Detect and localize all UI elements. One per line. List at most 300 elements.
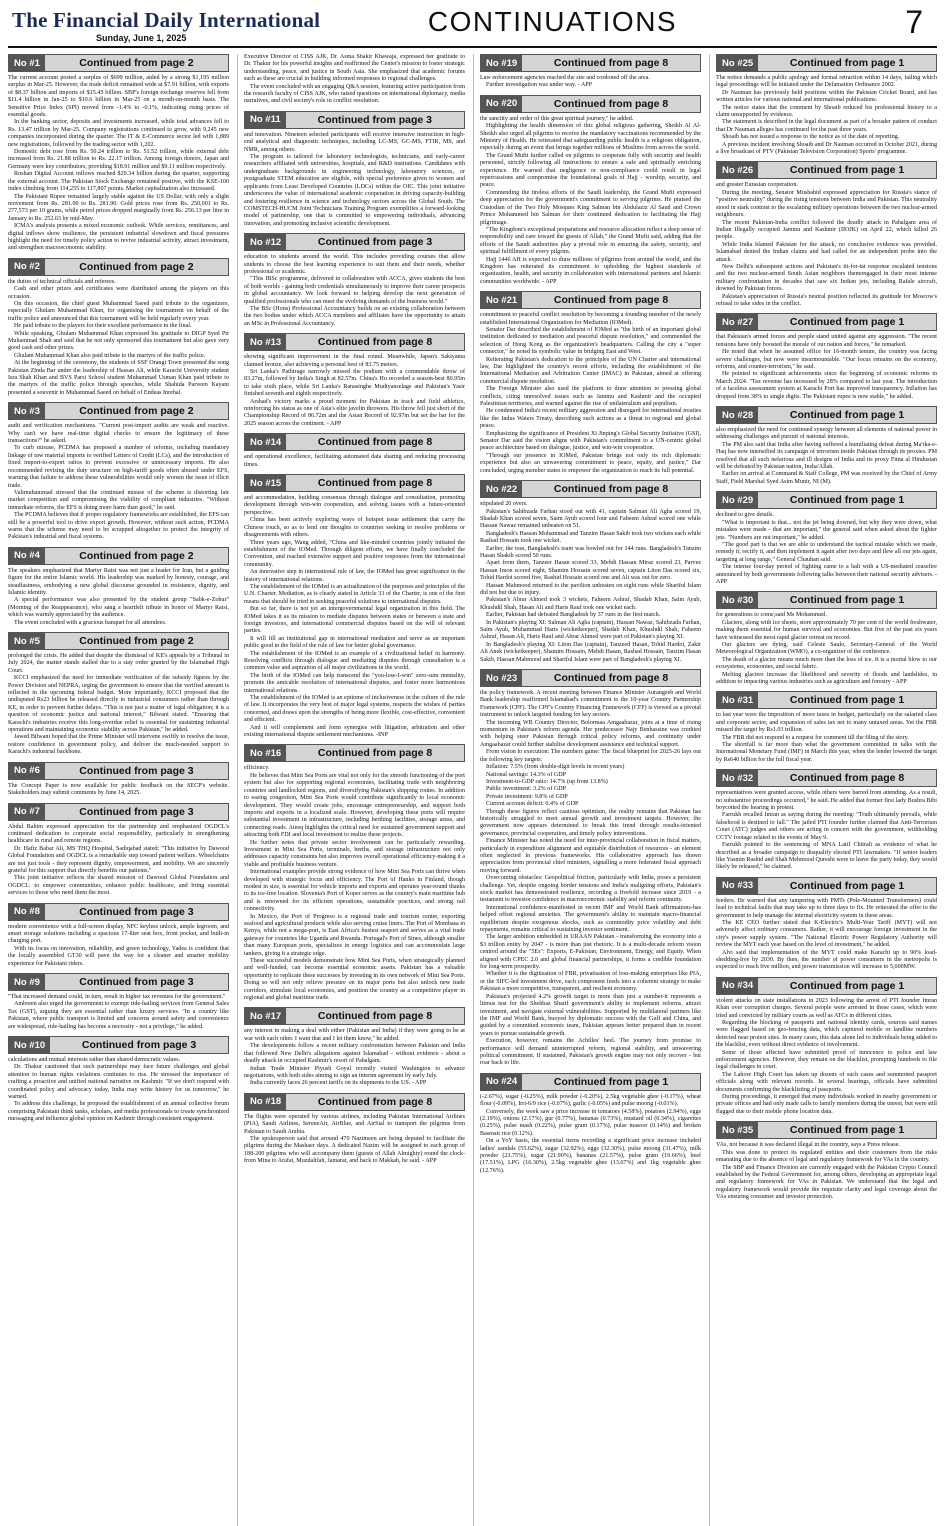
article-paragraph: The statement is described in the legal document as part of a broader pattern of conduct that Dr Nauman alleges has continued for the past three years. (716, 119, 937, 133)
article (480, 291, 701, 475)
article-number: No #28 (717, 407, 758, 423)
article-number: No #8 (9, 904, 45, 920)
article-header (8, 1036, 229, 1054)
article-paragraph: Pakistan's Sahibzada Farhan stood out with 41, captain Salman Ali Agha scored 19, Shadab Khan scored seven, Saim Ayub scored four and Faheem Ashraf scored one while Hassan Nawaz remained unbeaten on 51. (480, 508, 701, 530)
article-paragraph: showing significant improvement in the final round. Meanwhile, Japan's Sakiyama claimed bronze, also achieving a personal best of 83.75 meters. (244, 354, 465, 368)
article-paragraph: The flights were operated by various airlines, including Pakistan International Airlines (PIA), Saudi Airlines, SereneAir, AirBlue, and AirSial to transport the pilgrims from Pakistan to Saudi Arabia. (244, 1113, 465, 1135)
continued-from-label: Continued from page 2 (45, 55, 228, 71)
article-paragraph: Executive Director of CISS AJK, Dr. Asma Shakir Khawaja, expressed her gratitude to Dr. Thakur for his powerful insights and reaffirmed the Center's mission to foster strategic understanding, peace, and justice in South Asia. She emphasized that academic forums such as these are crucial in building informed responses to regional challenges. (244, 54, 465, 83)
article-paragraph: And it will complement and form synergies with litigation, arbitration and other existing international dispute settlement mechanisms. -INP (244, 724, 465, 739)
article-paragraph: Whether it is the digitisation of FBR, privatisation of loss-making enterprises like PIA, or the SIFC-led investment drive, each component feeds into a coherent strategy to make Pakistan a more competitive, transparent, and resilient economy. (480, 971, 701, 993)
continued-from-label: Continued from page 1 (758, 492, 936, 508)
continued-from-label: Continued from page 1 (758, 407, 936, 423)
article-paragraph: representatives were granted access, while others were barred from attending. As a result, no substantive proceedings occurred," he said. He added that former first lady Bushra Bibi boycotted the hearing in protest. (716, 790, 937, 812)
article-paragraph: Ghulam Muhammad Khan also paid tribute to the martyrs of the traffic police. (14, 352, 206, 359)
continued-from-label: Continued from page 2 (45, 403, 228, 419)
article-number: No #4 (9, 548, 45, 564)
article-paragraph: Private investment: 9.8% of GDP (486, 793, 568, 800)
continued-from-label: Continued from page 3 (45, 904, 228, 920)
article-paragraph: any interest in making a deal with either (Pakistan and India) if they were going to be at war with each other. I want that and I let them know," he added. (244, 1028, 465, 1042)
article-paragraph: to last year were the imposition of more taxes in budget, particularly on the salaried class and corporate sector, and expansion of sales tax net to many untaxed areas. Yet the FBR missed the target by Rs1.03 trillion. (716, 712, 937, 734)
article-paragraph: During the meeting, Senator Mushahid expressed appreciation for Russia's stance of "positive neutrality" during the rising tensions between India and Pakistan. This neutrality stood in stark contrast to the escalating military operations between the two nuclear-armed neighbours. (716, 189, 937, 219)
article-paragraph: Apart from them, Tanzeer Hasan scored 33, Mehdi Hassan Miraz scored 23, Parvez Hassan Imon scored eight, Shamim Hossain scored seven, captain Liton Das scored six, Tohid Hardoi scored five, Rashid Hossain scored one and Ali was out for zero. (480, 560, 701, 582)
article-paragraph: The FBR did not respond to a request for comment till the filing of the story. (722, 734, 909, 741)
issue-date: Sunday, June 1, 2025 (96, 33, 187, 43)
article-paragraph: The KE CEO further stated that K-Electric's Multi-Year Tariff (MYT) will not adversely affect ordinary consumers. Rather, it will encourage foreign investment in the city's power supply system. "The National Electric Power Regulatory Authority will review the MYT each year based on the level of investment," he added. (716, 919, 937, 949)
article-number: No #6 (9, 763, 45, 779)
article-paragraph: Hassan Mahmood returned to the pavilion unbeaten on eight runs while Shariful Islam did not but due to injury. (480, 582, 701, 596)
article-paragraph: The incoming WB Country Director, Bolormaa Amgaabazar, joins at a time of rising momentum in Pakistan's reform agenda. Her predecessor Najy Benhassine was credited with helping steer Pakistan through critical policy reforms, and continuity under Amgaabazar could further stabilise development assistance and technical support. (480, 719, 701, 748)
continued-from-label: Continued from page 1 (758, 592, 936, 608)
article-paragraph: "The good part is that we are able to understand the tactical mistake which we made, remedy it, rectify it, and then implement it again after two days and flew all our jets again, targeting at long range," General Chauhan said. (716, 541, 937, 563)
continued-from-label: Continued from page 8 (522, 292, 700, 308)
article-paragraph: VAs, not because it was declared illegal in the country, says a Press release. (716, 1142, 900, 1149)
article-number: No #20 (481, 96, 522, 112)
continued-from-label: Continued from page 8 (522, 481, 700, 497)
article (716, 591, 937, 686)
article-paragraph: Hajj 1446 AH is expected to draw millions of pilgrims from around the world, and the Kingdom has reiterated its commitment to upholding the highest standards of organization, health, and security in collaboration with international partners and Islamic communities worldwide. - APP (480, 256, 701, 285)
article-paragraph: and accommodation, building consensus through dialogue and consultation, promoting development through win-win cooperation, and solving issues with a future-oriented perspective. (244, 495, 465, 516)
article (8, 803, 229, 898)
article-paragraph: The Concept Paper is now available for public feedback on the SECP's website. Stakeholders may submit comments by June 14, 2025. (8, 782, 229, 797)
column-2 (237, 54, 465, 1526)
article (8, 632, 229, 757)
article (716, 313, 937, 401)
article-paragraph: Senator Dar described the establishment of IOMed as "the birth of an important global institution dedicated to mediation and peaceful dispute resolution," and commended the selection of Hong Kong as the organization's headquarters. Calling the city a "super connector," he noted its symbolic value in bridging East and West. (480, 326, 701, 356)
article-paragraph: National savings: 14.3% of GDP (486, 771, 567, 778)
article-paragraph: declined to give details. (716, 512, 774, 519)
article (480, 54, 701, 90)
article-paragraph: The notice demands a public apology and formal retraction within 14 days, failing which legal proceedings will be initiated under the Defamation Ordinance 2002. (716, 75, 937, 89)
column-3 (473, 54, 701, 1526)
article-paragraph: Melting glaciers increase the likelihood and severity of floods and landslides, in addition to impacting various industries such as agriculture and forestry - APP (716, 671, 937, 685)
continued-from-label: Continued from page 3 (286, 234, 464, 250)
continued-from-label: Continued from page 1 (758, 314, 936, 330)
article-number: No #10 (9, 1037, 50, 1053)
article-paragraph: Domestic debt rose from Rs. 50.24 trillion to Rs. 51.52 trillion, while external debt increased from Rs. 21.88 trillion to Rs. 22.17 trillion. Among foreign donors, Japan and Germany were key contributors, providing $18.91 million and $9.11 million respectively. (8, 149, 229, 170)
article-header (244, 111, 465, 129)
article-paragraph: The speakers emphasized that Martyr Raisi was not just a leader for Iran, but a guiding figure for the entire Islamic world. His leadership was marked by honesty, courage, and steadfastness, embodying a new global discourse grounded in resistance, dignity, and Islamic identity. (8, 567, 229, 596)
article-paragraph: (-2.67%), sugar (-0.25%), milk powder (-0.20%), 2.5kg vegetable ghee (-0.17%), wheat flour (-0.09%), Irri-6/9 rice (-0.07%), garlic (-0.05%) and pulse moong (-0.01%). (480, 1093, 701, 1108)
article-number: No #1 (9, 55, 45, 71)
article-paragraph: Pakistan's Abrar Ahmed took 3 wickets, Faheem Ashraf, Shadab Khan, Saim Ayub, Khushdil Shah, Hasan Ali and Haris Rauf took one wicket each. (480, 597, 701, 611)
article (480, 95, 701, 286)
continued-from-label: Continued from page 8 (522, 55, 700, 71)
article-header (8, 402, 229, 420)
article-paragraph: In Pakistan's playing XI: Salman Ali Agha (captain), Hassan Nawaz, Sahibzada Farhan, Saim Ayub, Muhammad Haris (wicketkeeper), Shadab Khan, Khushdil Shah, Faheem Ashraf, Hasan Ali, Haris Rauf and Abrar Ahmed were part of Pakistan's playing XI. (480, 619, 701, 641)
article (8, 762, 229, 798)
masthead (8, 6, 937, 48)
article-paragraph: He believes that Mini Sea Ports are vital not only for the smooth functioning of the port system but also for supporting regional economies, facilitating trade with neighboring countries and landlocked regions, and diversifying Pakistan's shipping routes. In addition to easing congestion, Mini Sea Ports would contribute significantly to local economic development. They would create jobs, encourage entrepreneurship, and support both imports and exports in a localized scale. However, developing these ports will require substantial investment in infrastructure, including berthing facilities, storage areas, and connecting roads. Ateeq highlights the critical need for sustained government support and attracting both FDI and local investment to realize these projects. (244, 772, 465, 839)
article-paragraph: "That increased demand could, in turn, result in higher tax revenues for the government." (8, 994, 226, 1000)
article-paragraph: Arshad's victory marks a proud moment for Pakistan in track and field athletics, reinforcing his status as one of Asia's elite javelin throwers. His throw fell just short of the Championship Record of 86.72m and the Asian Record of 92.97m but set the bar for the 2025 season across the continent. - APP (244, 398, 465, 427)
article-paragraph: The shortfall is far more than what the government committed in talks with the International Monetary Fund (IMF) in March this year, when the lender lowered the target by Rs640 billion for the full fiscal year. (716, 742, 937, 763)
article-paragraph: To curb misuse, PCDMA has proposed a number of reforms, including mandatory linkage of raw material imports to verified Letters of Credit (LCs), and the introduction of fixed import-to-export ratios to prevent excessive or unnecessary imports. He also recommended revising the duty structure on high-tariff goods often abused under EFS, warning that failure to address these vulnerabilities would only worsen the issue of illicit trade. (8, 445, 229, 489)
article (716, 877, 937, 972)
article-paragraph: The event concluded with an engaging Q&A session, featuring active participation from the research faculty of CISS AJK, who raised questions on international diplomacy, media narratives, and civil society's role in conflict resolution. (244, 83, 465, 105)
article-paragraph: Glaciers, along with ice sheets, store approximately 70 per cent of the world freshwater, making them essential for human survival and economies. But five of the past six years have witnessed the most rapid glacier retreat on record. (716, 619, 937, 641)
article-number: No #34 (717, 978, 758, 994)
article (8, 1036, 229, 1124)
article-paragraph: Conversely, the week saw a price increase in tomatoes (4.58%), potatoes (2.94%), eggs (2.19%), onions (2.17%), gur (0.77%), bananas (0.73%), mustard oil (0.34%), cigarettes (0.25%), pulse mash (0.22%), pulse gram (0.17%), pulse masoor (0.14%) and broken Basmati rice (0.12%). (480, 1108, 701, 1137)
article-paragraph: Our glaciers are dying, said Celeste Saulo, Secretary-General of the World Meteorological Organization (WMO), a co-organizer of the conference. (716, 641, 937, 656)
article-number: No #24 (481, 1074, 522, 1090)
article-paragraph: KCCI emphasized the need for immediate verification of the subsidy figures by the Power Division and NEPRA, urging the government to ensure that the verified amount is reflected in the upcoming federal budget. More importantly, KCCI proposed that the undisputed Rs23 billion be released directly to industrial consumers rather than through KE, in order to prevent further delays. "This is not just a matter of legal obligation; it is a question of economic justice and national interest," Bilwani stated. "Ensuring that Karachi's industries receive this long-overdue relief is essential for sustaining industrial operations and maintaining economic stability across Pakistan," he added. (8, 675, 229, 734)
article-paragraph: But so far, there is not yet an intergovernmental legal organization in this field. The IOMed takes it as its mission to mediate disputes between states or between a state and foreign investors, and international commercial disputes based on the will of relevant parties. (244, 606, 465, 635)
article-paragraph: Some of those affected have submitted proof of innocence to police and law enforcement agencies. However, they remain on the blacklist, prompting hundreds to file legal challenges in court. (716, 1049, 937, 1071)
article-paragraph: Earlier on arrival at Command & Staff College, PM was received by the Chief of Army Staff, Field Marshal Syed Asim Munir, NI (M). (716, 471, 937, 485)
article-paragraph: and innovation. Nineteen selected participants will receive intensive instruction in high-end analytical and diagnostic techniques, including LC-MS, GC-MS, FTIR, MS, and NMR, among others. (244, 131, 465, 153)
article-paragraph: Jawed Bilwani hoped that the Prime Minister will intervene swiftly to resolve the issue, restore confidence in government policy, and deliver the much-needed support to Karachi's industrial backbone. (8, 734, 229, 756)
continued-from-label: Continued from page 8 (286, 1094, 464, 1110)
article-header (716, 491, 937, 509)
article-header (480, 1073, 701, 1091)
article (716, 1121, 937, 1201)
article (8, 258, 229, 398)
article-paragraph: Valimuhammad stressed that the continued misuse of the scheme is distorting fair market competition and compromising the viability of compliant industries. "Without immediate reforms, the EFS is doing more harm than good," he said. (8, 489, 229, 511)
continued-from-label: Continued from page 3 (45, 804, 228, 820)
article-paragraph: He pointed to significant achievements since the beginning of economic reforms in March 2024. "Tax revenue has increased by 28% compared to last year. The introduction of a faceless assessment system at Karachi Port has improved transparency. Inflation has dropped from 38% to single digits. The Pakistani rupee is now stable," he added. (716, 371, 937, 400)
article-paragraph: Dr. Thakur cautioned that such partnerships may face future challenges and global attention to human rights violations continues to rise. He stressed the importance of crafting a proactive and unified national narrative on Kashmir. "If we don't respond with coordinated policy and advocacy today, India may write history for us tomorrow," he warned. (8, 1064, 229, 1101)
article-number: No #18 (245, 1094, 286, 1110)
article (480, 480, 701, 664)
article (716, 491, 937, 586)
article-header (716, 1121, 937, 1139)
article-header (8, 903, 229, 921)
article-paragraph: The program is tailored for laboratory technologists, technicians, and early-career researchers affiliated with universities, hospitals, and R&D institutions. Candidates with undergraduate backgrounds in engineering technology, laboratory sciences, or postgraduate STEM education are eligible, with special preference given to women and applicants from Least Developed Countries (LDCs) within the OIC. This joint initiative underscores the value of international academic cooperation in driving capacity-building and fostering resilience in science and technology sectors across the Global South. The COMSTECH-HUCM Joint Technicians Training Program exemplifies a forward-looking model of partnership, one that is committed to empowering individuals, advancing innovation, and promoting inclusive scientific development. (244, 154, 465, 227)
article-header (8, 973, 229, 991)
continued-from-label: Continued from page 1 (758, 692, 936, 708)
article-header (716, 769, 937, 787)
article-paragraph: Finance Minister has noted the need for inter-provincial collaboration in fiscal matters, particularly in expenditure alignment and equitable distribution of resources - an element often neglected in previous frameworks. His collaborative approach has drawn appreciation from provincial chief ministers, signalling a more federated fiscal approach moving forward. (480, 838, 701, 874)
article-header (480, 669, 701, 687)
continued-from-label: Continued from page 8 (758, 770, 936, 786)
article-number: No #16 (245, 745, 286, 761)
article-header (480, 480, 701, 498)
article-header (8, 547, 229, 565)
article-paragraph: Execution, however, remains the Achilles' heel. The journey from promise to performance will demand uninterrupted reform, regional stability, and unwavering political commitment. If sustained, Pakistan's growth engine may not only recover - but roar back to life. (480, 1038, 701, 1067)
article-paragraph: education to students around the world. This includes providing courses that allow students to choose the best learning experience to suit them and their needs, whether professional or academic. (244, 254, 465, 275)
article-paragraph: The establishment of the IOMed is an actualization of the purposes and principles of the U.N. Charter. Mediation, as is clearly stated in Article 33 of the Charter, is one of the first means that should be tried in seeking peaceful solutions to international disputes. (244, 583, 465, 605)
article-paragraph: Pakistan's appreciation of Russia's neutral position reflected its gratitude for Moscow's refusal to take sides in the conflict. (716, 293, 937, 307)
section-title: CONTINUATIONS (427, 6, 678, 37)
article-paragraph: The notice states that the comment by Shoaib reduced his professional history to a claim unsupported by evidence. (716, 104, 937, 119)
article-paragraph: and greater Eurasian cooperation. (716, 182, 798, 189)
article-paragraph: also emphasized the need for continued synergy between all elements of national power in addressing challenges and pursuit of national interests. (716, 427, 937, 441)
continued-from-label: Continued from page 3 (45, 763, 228, 779)
article-header (8, 803, 229, 821)
article-number: No #29 (717, 492, 758, 508)
continued-from-label: Continued from page 1 (758, 55, 936, 71)
article-paragraph: In Bangladesh's playing XI: Liton Das (captain), Tanzeed Hasan, Tohid Hardoi, Zakir Ali Anek (wicketkeeper), Shamim Hossain, Mehdi Hasan, Rashad Hossain, Tanzim Hasan Sakib, Hassan Mahmood and Shariful Islam were part of Bangladesh's playing XI. (480, 641, 701, 663)
article-header (480, 291, 701, 309)
article-paragraph: International confidence-manifested in recent IMF and World Bank affirmations-has helped offset regional anxieties. The government's ability to maintain macro-financial equilibrium despite exogenous shocks, such as commodity price volatility and debt repayments, remains critical to sustaining investor sentiment. (480, 904, 701, 934)
article (716, 161, 937, 308)
article (8, 54, 229, 253)
article-paragraph: The death of a glacier means much more than the loss of ice. It is a mortal blow to our ecosystems, economies, and social fabric. (716, 656, 937, 671)
article-paragraph: Earlier, Pakistan had defeated Bangladesh by 37 runs in the first match. (486, 612, 661, 619)
article (244, 474, 465, 739)
article-paragraph: New Delhi's subsequent actions and Pakistan's tit-for-tat response escalated tensions and the two nuclear-armed South Asian neighbors themongaged in their most intense military confrontation in decades that saw six Indian jets, including Rafale aircraft, downed by Pakistan forces. (716, 263, 937, 293)
continued-from-label: Continued from page 1 (758, 1122, 936, 1138)
article-number: No #35 (717, 1122, 758, 1138)
article-paragraph: Pakistan's projected 4.2% growth target is more than just a number-it represents a litmus test for the Shehbaz Sharif government's ability to implement reforms, attract investment, and navigate external vulnerabilities. Supported by multilateral partners like the IMF and World Bank, buoyed by diplomatic success with the Gulf and China, and guided by a committed economic team, Pakistan appears better prepared than in recent years to pursue sustainable growth. (480, 993, 701, 1037)
article-paragraph: He condemned India's recent military aggression and disregard for international treaties like the Indus Waters Treaty, describing such actions as a threat to regional and global peace. (480, 408, 701, 430)
continued-from-label: Continued from page 3 (50, 1037, 228, 1053)
article-header (244, 233, 465, 251)
article-paragraph: In the banking sector, deposits and investments increased, while total advances fell to Rs. 13.47 trillion by Mar-25. Company registrations continued to grow, with 9,245 new companies incorporated during the quarter. The IT & E-Commerce sector led with 1,889 new registrations, followed by the trading sector with 1,202. (8, 119, 229, 148)
article-paragraph: the policy framework. A recent meeting between Finance Minister Aurangzeb and World Bank leadership reaffirmed Islamabad's commitment to the 10-year Country Partnership Framework (CPF). The CPF's Country Financing Framework (CFF) is viewed as a pivotal instrument to unlock targeted funding for key sectors. (480, 690, 701, 719)
article-paragraph: Three years ago, Wang added, "China and like-minded countries jointly initiated the establishment of the IOMed. Through diligent efforts, we have finally concluded the Convention, and reached extensive support and positive responses from the international community. (244, 539, 465, 568)
article-paragraph: that Pakistan's armed forces and people stand united against any aggression. "The recent tensions have only boosted the morale of our nation and forces," he remarked. (716, 334, 937, 348)
article-paragraph: Shoaib has not issued a response to the notice as of the date of reporting. (722, 134, 900, 141)
article-paragraph: Indian Trade Minister Piyush Goyal recently visited Washington to advance negotiations, with both sides aiming to sign an interim agreement by early July. (244, 1065, 465, 1079)
article-paragraph: audit and verification mechanisms. "Current post-import audits are weak and reactive. Why can't we have real-time digital checks to ensure the legitimacy of these transactions?" he asked. (8, 423, 229, 445)
article-number: No #31 (717, 692, 758, 708)
article-paragraph: On this occasion, the chief guest Muhammad Saeed paid tribute to the organizers, especially Ghulam Muhammad Khan, for organising the tournament on behalf of the traffic police and announced that this tournament will be held regularly every year. (8, 300, 229, 322)
article-paragraph: An innovative step in international rule of law, the IOMed has great significance in the history of international relations. (244, 569, 465, 583)
article-paragraph: and operational excellence, facilitating automated data sharing and reducing processing times. (244, 454, 465, 468)
article (8, 903, 229, 968)
article-paragraph: Dr. Hafiz Babar Ali, MS THQ Hospital, Sadiqabad stated: "This initiative by Dawood Global Foundation and OGDCL is a remarkable step toward patient welfare. Wheelchairs are not just tools - they represent dignity, empowerment, and mobility. We are sincerely grateful for this support that directly benefits our patients." (8, 845, 229, 874)
article-paragraph: efficiency. (244, 765, 270, 772)
article-number: No #14 (245, 434, 286, 450)
article-paragraph: The current account posted a surplus of $699 million, aided by a strong $1,195 million surplus in Mar-25. However, the trade deficit remained wide at $7.91 billion, with exports of $8.37 billion and imports of $15.45 billion. SBP's foreign exchange reserves fell from $11.4 billion in Jan-25 to $10.6 billion in Mar-25 on a month-on-month basis. The Sensitive Price Index (SPI) moved from -1.4% to -0.1%, indicating rising prices of essential goods. (8, 75, 229, 119)
article-paragraph: These successful models demonstrate how Mini Sea Ports, when strategically planned and well-funded, can become essential economic assets. Pakistan has a valuable opportunity to replicate these successes by investing in its own network of Mini Sea Ports. Doing so will not only relieve pressure on its major ports but also unlock new trade corridors, stimulate local economies, and position the country as a competitive player in regional and global maritime trade. (244, 958, 465, 1002)
article-number: No #25 (717, 55, 758, 71)
article-paragraph: "Through our presence in IOMed, Pakistan brings not only its rich diplomatic experience but also an unwavering commitment to peace, equity, and justice," Dar concluded, urging member states to empower the organization to reach its full potential. (480, 452, 701, 474)
article-paragraph: the sanctity and order of this great spiritual journey," he added. (480, 115, 634, 122)
article-header (244, 474, 465, 492)
article (244, 744, 465, 1002)
continued-from-label: Continued from page 1 (522, 1074, 700, 1090)
article-paragraph: Alvi said that implementation of the MYT could make Karachi up to 90% load-shedding-free by 2030. By then, the number of power consumers in the metropolis is expected to reach five million, and power transmission will increase to 5,000MW. (716, 949, 937, 971)
article-header (8, 54, 229, 72)
article-paragraph: "This IBSc programme, delivered in collaboration with ACCA, gives students the best of both worlds - gaining both credentials simultaneously to improve their career prospects in global accountancy. We look forward to helping develop the next generation of qualified professionals who can meet the evolving demands of the business world." (244, 276, 465, 305)
article (8, 402, 229, 542)
article-paragraph: At the beginning of the ceremony, the students of SSF Orangi Town presented the song Pakistan Zinda Bar under the leadership of Hassan Ali, while Karachi University student Isra Shah Khan and BVS Parsi School student Muhammad Usman Khan paid tribute to the martyrs of the traffic police through speeches, while Shahida Parveen Kayani presented a souvenir to Muhammad Saeed on behalf of Endeas Inrehal. (8, 360, 229, 396)
article-paragraph: Highlighting the health dimension of this global religious gathering, Sheikh Al Al-Sheikh also urged all pilgrims to receive the mandatory vaccinations recommended by the Ministry of Health. He reiterated that safeguarding public health is a religious obligation, especially during an event that brings together millions of Muslims from across the world. (480, 123, 701, 152)
article-columns (8, 54, 937, 1526)
article-header (8, 632, 229, 650)
continued-from-label: Continued from page 2 (45, 633, 228, 649)
article-paragraph: With its focus on innovation, reliability, and green technology, Yadea is confident that the locally assembled GT30 will pave the way for a cleaner and smarter mobility experience for Pakistani riders. (8, 945, 229, 967)
article-number: No #13 (245, 334, 286, 350)
article-paragraph: Dr Nauman has previously held positions within the Pakistan Cricket Board, and has written articles for various national and international publications. (716, 89, 937, 104)
article (244, 111, 465, 228)
article (244, 54, 465, 106)
article-paragraph: The Pakistani Rupee remained largely stable against the US Dollar, with only a slight movement from Rs. 281.00 to Rs. 281.90. Gold prices rose from Rs. 250,001 to Rs. 277,573 per 10 grams, while petrol prices dropped marginally from Rs. 256.13 per litre in January to Rs. 252.63 by mid-May. (8, 193, 229, 222)
article-number: No #22 (481, 481, 522, 497)
article-number: No #21 (481, 292, 522, 308)
article-header (716, 54, 937, 72)
article-number: No #27 (717, 314, 758, 330)
article-header (716, 591, 937, 609)
article-paragraph: During proceedings, it emerged that many individuals worked in nearby government or private offices and had only made calls to family members during the unrest, but were still flagged due to their mobile phone location data. (716, 1094, 937, 1115)
article-header (716, 977, 937, 995)
continued-from-label: Continued from page 8 (286, 434, 464, 450)
article-paragraph: Farrukh pointed to the sentencing of MNA Latif Chitrali as evidence of what he described as a broader campaign to disqualify elected PTI lawmakers. "If senior leaders like Yasmin Rashid and Shah Mehmood Qureshi were to leave the party today, they would likely be released," he claimed. (716, 842, 937, 871)
article (716, 977, 937, 1117)
article-number: No #15 (245, 475, 286, 491)
article-number: No #23 (481, 670, 522, 686)
article-number: No #26 (717, 162, 758, 178)
article-paragraph: Law enforcement agencies reached the site and cordoned off the area. (480, 75, 650, 81)
article-paragraph: "What is important is that... not the jet being downed, but why they were down, what mistakes were made - that are important," the general said when asked about the fighter jets. "Numbers are not important," he added. (716, 519, 937, 541)
article-paragraph: He paid tribute to the players for their excellent performance in the final. (14, 323, 192, 330)
article-paragraph: Cash and other prizes and certificates were distributed among the players on this occasion. (8, 286, 229, 300)
article-paragraph: It will fill an institutional gap in international mediation and serve as an important public good in the field of the rule of law for better global governance. (244, 635, 465, 650)
article-paragraph: This joint initiative reflects the shared mission of Dawood Global Foundation and OGDCL: to empower communities, enhance public healthcare, and bring essential services to those who need them the most. (8, 875, 229, 897)
article-paragraph: Roshan Digital Account inflows reached $29.34 billion during the quarter, supporting the external account. The Pakistan Stock Exchange remained positive, with the KSE-100 index climbing from 114,255 to 117,807 points. Market capitalization also increased. (8, 171, 229, 193)
article-paragraph: Commending the tireless efforts of the Saudi leadership, the Grand Mufti expressed deep appreciation for the government's commitment to serving pilgrims. He praised the Custodian of the Two Holy Mosques King Salman bin Abdulaziz Al Saud and Crown Prince Mohammed bin Salman for their continued dedication to facilitating the Hajj pilgrimage. (480, 189, 701, 226)
article (8, 973, 229, 1031)
continued-from-label: Continued from page 1 (758, 978, 936, 994)
article-paragraph: International examples provide strong evidence of how Mini Sea Ports can thrive when developed with strategic focus and efficiency. The Port of Hanko in Finland, though modest in size, is essential for vehicle imports and exports and operates year-round thanks to its ice-free location. Slovenia's Port of Koper serves as the country's main maritime hub and is renowned for its efficient operations, sustainable practices, and strong rail connectivity. (244, 869, 465, 913)
article (244, 233, 465, 328)
article-paragraph: This was done to protect its regulated entities and their customers from the risks emanating due to the absence of legal and regulatory framework for VAs in the country. (716, 1149, 937, 1164)
newspaper-title: The Financial Daily International (12, 8, 321, 32)
article-paragraph: The PCDMA believes that if proper regulatory frameworks are established, the EFS can still be a powerful tool to drive export growth. However, without such action, PCDMA warns that the scheme may need to be scrapped altogether to protect the integrity of Pakistan's industrial and fiscal systems. (8, 512, 229, 541)
article-paragraph: The PM also said that India after having suffered a humiliating defeat during Ma'rka-e-Haq has now intensified its campaign of terrorism inside Pakistan through its proxies. PM resolved that all such nefarious and ill designs of India and its proxy Fitna al Hindustan will be defeated by Pakistan nation, Insha'Allah. (716, 441, 937, 471)
article-paragraph: prolonged the crisis. He added that despite the dismissal of KE's appeals by a Tribunal in July 2024, the matter stands stalled due to a stay order granted by the Islamabad High Court. (8, 653, 229, 674)
article (244, 333, 465, 428)
article-paragraph: China has been actively exploring ways of hotspot issue settlement that carry the Chinese touch, so as to lend our thoughts to countries seeking to resolve problems or disagreements with others. (244, 517, 465, 539)
article-number: No #33 (717, 878, 758, 894)
article-header (244, 333, 465, 351)
continued-from-label: Continued from page 8 (286, 334, 464, 350)
article-number: No #19 (481, 55, 522, 71)
article-header (244, 744, 465, 762)
article-paragraph: Investment-to-GDP ratio: 14.7% (up from 13.8%) (486, 778, 608, 785)
article (244, 1093, 465, 1166)
article-paragraph: Current account deficit: 0.4% of GDP (486, 801, 579, 808)
article-paragraph: Though these figures reflect cautious optimism, the reality remains that Pakistan has historically struggled to meet annual growth and investment targets. However, the government now appears determined to break this trend through results-oriented governance, provincial cooperation, and timely policy interventions. (480, 808, 701, 837)
article-paragraph: Earlier, the toss, Bangladesh's team was bowled out for 144 runs. Bangladesh's Tanzim Hasan Shakib scored 50 runs. (480, 545, 701, 559)
article-paragraph: A special performance was also presented by the student group "Sabk-e-Zohur" (Morning of the Reappearance), who sang a heartfelt tribute in honor of Martyr Raisi, which was warmly appreciated by the audience. (8, 597, 229, 619)
continued-from-label: Continued from page 1 (758, 162, 936, 178)
article-number: No #5 (9, 633, 45, 649)
article-paragraph: While speaking, Ghulam Muhammad Khan expressed his gratitude to DIGP Syed Pir Muhammad Shah and said that he not only sponsored this tournament but also gave very good cash and other prizes. (8, 330, 229, 352)
continued-from-label: Continued from page 2 (45, 548, 228, 564)
article-number: No #9 (9, 974, 45, 990)
article-paragraph: Sri Lanka's Pathirage narrowly missed the podium with a commendable throw of 83.27m, followed by India's Singh at 82.57m. China's Hu recorded a season-best 80.95m to take sixth place, while Sri Lanka's Ranasinghe Mudiyanselage and Pakistan's Yasir finished seventh and eighth respectively. (244, 369, 465, 398)
continued-from-label: Continued from page 3 (286, 112, 464, 128)
article-paragraph: The event concluded with a gracious banquet for all attendees. (14, 619, 167, 626)
article-paragraph: To address this challenge, he proposed the establishment of an annual collective forum comprising Pakistani think tanks, scholars, and media professionals to create synchronized messaging and influence global opinion on Kashmir through consistent engagement. (8, 1101, 229, 1123)
article-paragraph: calculations and mutual interests rather than shared democratic values. (8, 1057, 181, 1064)
article-paragraph: The SBP and Finance Division are currently engaged with the Pakistan Crypto Council established by the Federal Government for, among others, developing an appropriate legal and regulatory framework for VAs in Pakistan. We understand that the legal and regulatory framework would provide the requisite clarity and legal coverage about the VAs ensuring consumer and investor protection. (716, 1164, 937, 1201)
article-paragraph: The intense four-day period of fighting came to a halt with a US-mediated ceasefire announced by both governments following talks between their national security advisers. - APP (716, 564, 937, 585)
article-paragraph: Bangladesh's Hassan Mohammad and Tanzim Hasan Sakib took two wickets each while Rashad Hossain took one wicket. (480, 530, 701, 545)
article (244, 1007, 465, 1087)
article-paragraph: The Lahore High Court has taken up dozens of such cases and summoned passport officials along with relevant records. In several hearings, officials have submitted documents confirming the blacklisting of passports. (716, 1071, 937, 1093)
article (716, 406, 937, 486)
article-header (716, 313, 937, 331)
article-paragraph: From vision to execution: The numbers game: The fiscal blueprint for 2025-26 lays out the following key targets: (480, 749, 701, 763)
article (716, 769, 937, 871)
article-paragraph: India currently faces 26 percent tariffs on its shipments to the US. - APP (250, 1080, 427, 1087)
article-header (8, 762, 229, 780)
article-paragraph: Inflation: 7.5% (from double-digit levels in recent years) (486, 764, 625, 771)
article-paragraph: Further investigation was under way. - APP (486, 82, 593, 89)
article-paragraph: for generations to come,said Ms Mohammed. (716, 612, 827, 619)
article-header (716, 406, 937, 424)
article-paragraph: Emphasizing the significance of President Xi Jinping's Global Security Initiative (GSI), Senator Dar said the vision aligns with Pakistan's commitment to a UN-centric global peace architecture based on dialogue, justice, and win-win cooperation. (480, 430, 701, 452)
article-paragraph: The establishment of the IOMed is an example of a civilizational belief in harmony. Resolving conflicts through dialogue and mediating disputes through consultation is a common value and aspiration of all major civilizations in the world. (244, 650, 465, 672)
column-4 (709, 54, 937, 1526)
article-paragraph: Regarding the blocking of passports and national identity cards, sources said names were flagged based on geo-fencing data, which captured mobile or landline numbers detected near protest sites. In many cases, this data alone led to individuals being added to the blacklist, even without direct evidence of involvement. (716, 1020, 937, 1049)
article-paragraph: Public investment: 3.2% of GDP (486, 786, 567, 793)
column-1 (8, 54, 229, 1526)
continued-from-label: Continued from page 1 (758, 878, 936, 894)
article-header (244, 1093, 465, 1111)
article-number: No #32 (717, 770, 758, 786)
article-paragraph: the duties of technical officials and referees. (8, 278, 116, 285)
continued-from-label: Continued from page 8 (522, 670, 700, 686)
article (716, 691, 937, 764)
article-paragraph: The recent Pakistan-India conflict followed the deadly attack in Pahalgam area of Indian Illegally occupied Jammu and Kashmir (IIOJK) on April 22, which killed 26 people. (716, 219, 937, 241)
article (480, 669, 701, 1068)
article-paragraph: Farrukh recalled Imran as saying during the meeting: "Truth ultimately prevails, while falsehood is destined to fall." The jailed PTI founder further claimed that Anti-Terrorism Court (ATC) judges and others are acting in concert with the government, withholding CCTV footage related to the events of May 9. (716, 812, 937, 841)
article-header (716, 691, 937, 709)
article-paragraph: "The Kingdom's exceptional preparations and resource allocation reflect a deep sense of responsibility and care toward the guests of Allah," the Grand Mufti said, adding that the efforts of the Saudi authorities play a pivotal role in ensuring the safety, security, and spiritual fulfillment of every pilgrim. (480, 226, 701, 256)
article-header (716, 877, 937, 895)
article-header (716, 161, 937, 179)
article-paragraph: A previous incident involving Shoaib and Dr Nauman occurred in October 2021, during a live broadcast of PTV (Pakistan Television Corporation) Sports' programme. (716, 141, 937, 156)
article-paragraph: On a YoY basis, the essential items recording a significant price increase included ladies' sandals (55.62%), sugar (32.92%), eggs (32.30%), pulse moong (31.47%), milk powder (23.75%), sugar (21.90%), bananas (21.57%), pulse gram (19.66%), beef (17.51%), LPG (16.30%), 2.5kg vegetable ghee (13.67%) and 1kg vegetable ghee (12.76%). (480, 1138, 701, 1174)
continued-from-label: Continued from page 8 (286, 475, 464, 491)
article-paragraph: The Grand Mufti further called on pilgrims to cooperate fully with security and health personnel, strictly following all instructions to ensure a safe and spiritually enriching experience. He warned that negligence or non-compliance could result in legal repercussions and compromise the foundational goals of Hajj - worship, security, and peace. (480, 152, 701, 189)
article-paragraph: Ambreen also urged the government to exempt ride-hailing services from General Sales Tax (GST), arguing they are essential rather than luxury services. "In a country like Pakistan, where public transport is limited and concerns around safety and convenience are widespread, ride-hailing has become a necessity - not a privilege," he added. (8, 1001, 229, 1030)
article-paragraph: The birth of the IOMed can help transcend the "you-lose-I-win" zero-sum mentality, promote the amicable resolution of international disputes, and foster more harmonious international relations. (244, 672, 465, 694)
article-paragraph: stipulated 20 overs. (480, 501, 528, 508)
article-paragraph: The establishment of the IOMed is an epitome of inclusiveness in the culture of the rule of law. It incorporates the very best of major legal systems, respects the wishes of parties concerned, and draws upon the strengths of being more flexible, cost-effective, convenient and efficient. (244, 695, 465, 724)
article (480, 1073, 701, 1175)
article-paragraph: The spokesperson said that around 470 Nazimeen are being deputed to facilitate the pilgrims during the Mashaer days. A dedicated Nazim will be assigned to each group of 188-200 pilgrims who will accompany them (guests of Allah Almighty) round the clock-from Mina to Arafat, Muzdalifah, Jamarat, and back to Makkah, he said. - APP (244, 1135, 465, 1165)
article-paragraph: modern convenience with a full-screen display, NFC keyless unlock, ample legroom, and smart storage solutions including a spacious 17-liter seat box, front pocket, and built-in charging port. (8, 923, 229, 945)
continued-from-label: Continued from page 8 (286, 1008, 464, 1024)
article-paragraph: Overcoming obstacles: Geopolitical friction, particularly with India, poses a persistent challenge. Yet, despite ongoing border tensions and India's maligning efforts, Pakistan's stock market has demonstrated resilience, recording a fivefold increase since 2019 - a testament to investor confidence in macroeconomic stability and reform continuity. (480, 875, 701, 904)
article-number: No #11 (245, 112, 286, 128)
article-paragraph: Reiterating Pakistan's dedication to the principles of the UN Charter and international law, Dar highlighted the country's recent efforts, including the establishment of the International Mediation and Arbitration Center (IMAC) in Pakistan, aimed at offering commercial dispute resolution. (480, 356, 701, 385)
article-paragraph: The developments follow a recent military confrontation between Pakistan and India that followed New Delhi's allegations against Islamabad - without evidence - about a deadly attack in occupied Kashmir's resort of Pahalgam. (244, 1043, 465, 1065)
continued-from-label: Continued from page 2 (45, 259, 228, 275)
article (716, 54, 937, 156)
article-paragraph: He noted that when he assumed office for 16-month tenure, the country was facing severe challenges, but now were insurmountable. "Our focus remains on the economy, reforms, and counter-terrorism," he said. (716, 349, 937, 370)
article-header (8, 258, 229, 276)
article-paragraph: He further notes that private sector involvement can be particularly rewarding. Investment in Mini Sea Ports, terminals, berths, and storage infrastructure not only addresses capacity constraints but also improves overall operational efficiency-making it a viable and profitable business venture. (244, 839, 465, 868)
article (244, 433, 465, 469)
article-number: No #17 (245, 1008, 286, 1024)
article-number: No #12 (245, 234, 286, 250)
article-paragraph: Abdul Rahim expressed appreciation for the partnership and emphasized OGDCL's continued dedication to corporate social responsibility, particularly in strengthening healthcare in rural and remote regions. (8, 823, 229, 845)
article-number: No #3 (9, 403, 45, 419)
article-number: No #7 (9, 804, 45, 820)
article-header (480, 54, 701, 72)
continued-from-label: Continued from page 3 (45, 974, 228, 990)
article-paragraph: The Foreign Minister also used the platform to draw attention to pressing global conflicts, citing unresolved issues such as Jammu and Kashmir and the occupied Palestinian territories, and warned against the rise of unilateralism and populism. (480, 386, 701, 408)
article (8, 547, 229, 627)
continued-from-label: Continued from page 8 (286, 745, 464, 761)
article-number: No #30 (717, 592, 758, 608)
continued-from-label: Continued from page 8 (522, 96, 700, 112)
article-header (244, 433, 465, 451)
article-header (244, 1007, 465, 1025)
article-paragraph: The BSc (Hons) Professional Accountancy builds on an existing collaboration between the two bodies under which ACCA members and affiliates have the opportunity to attain an MSc in Professional Accountancy. (244, 305, 465, 327)
page-number: 7 (905, 4, 923, 40)
article-paragraph: While India blamed Pakistan for the attack, no conclusive evidence was provided. Islamabad denied the Indian claims and had called for an independent probe into the attack. (716, 241, 937, 263)
